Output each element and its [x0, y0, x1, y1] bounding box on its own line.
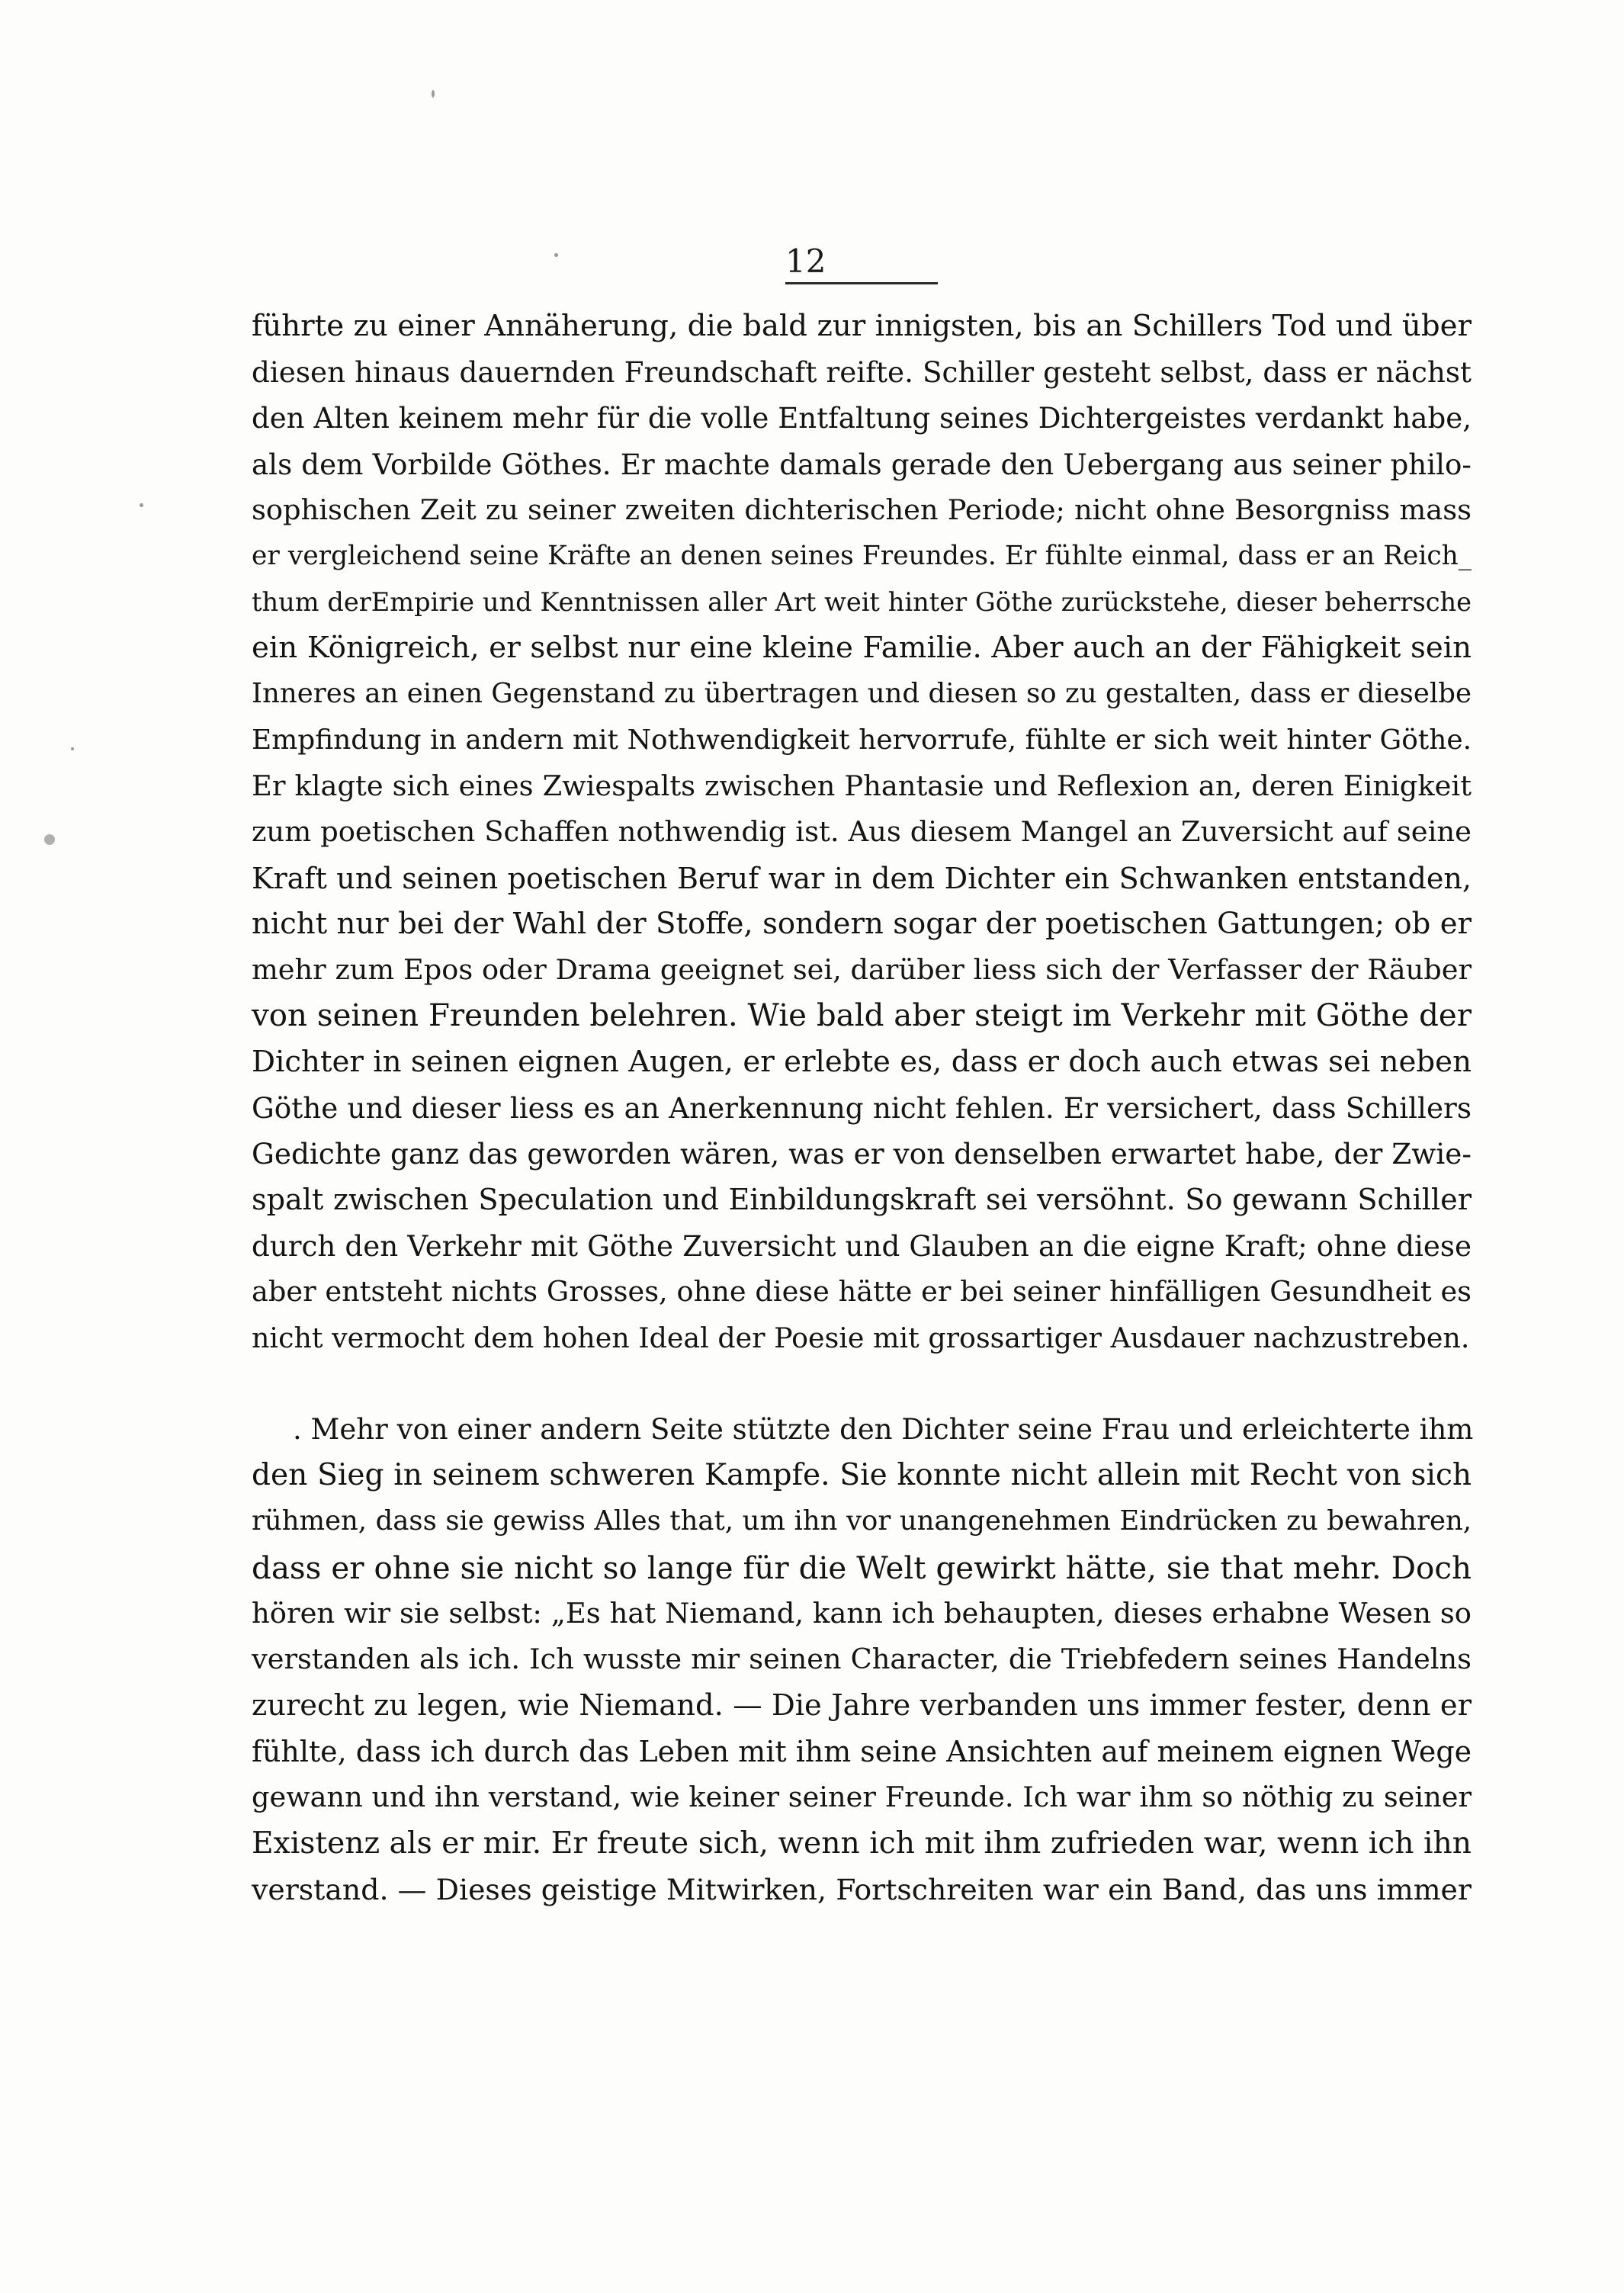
text-line: rühmen, dass sie gewiss Alles that, um ihn vor unangenehmen Eindrücken zu bewahren, [252, 1505, 1472, 1537]
paragraph-2 [252, 1407, 1472, 1912]
text-line: ein Königreich, er selbst nur eine kleine Familie. Aber auch an der Fähigkeit sein [252, 631, 1472, 666]
paragraph-1 [252, 303, 1472, 1361]
speck-mark [44, 834, 55, 845]
text-line: spalt zwischen Speculation und Einbildungskraft sei versöhnt. So gewann Schiller [252, 1183, 1472, 1217]
text-line: nicht nur bei der Wahl der Stoffe, sondern sogar der poetischen Gattungen; ob er [252, 906, 1472, 941]
speck-mark [140, 503, 143, 507]
speck-mark [432, 90, 435, 98]
text-line: zum poetischen Schaffen nothwendig ist. Aus diesem Mangel an Zuversicht auf seine [252, 815, 1472, 849]
speck-mark [71, 747, 74, 750]
page-number-rule [785, 282, 938, 284]
text-line: Empfindung in andern mit Nothwendigkeit hervorrufe, fühlte er sich weit hinter Göthe. [252, 724, 1472, 756]
text-line: nicht vermocht dem hohen Ideal der Poesie mit grossartiger Ausdauer nachzustreben. [252, 1321, 1470, 1354]
text-line: mehr zum Epos oder Drama geeignet sei, darüber liess sich der Verfasser der Räuber [252, 953, 1472, 987]
paragraph-gap [252, 1361, 1472, 1407]
text-line: Dichter in seinen eignen Augen, er erlebte es, dass er doch auch etwas sei neben [252, 1044, 1472, 1079]
text-line: verstanden als ich. Ich wusste mir seinen Character, die Triebfedern seines Handelns [252, 1643, 1472, 1676]
text-line: aber entsteht nichts Grosses, ohne diese hätte er bei seiner hinfälligen Gesundheit es [252, 1275, 1472, 1309]
page-number: 12 [785, 242, 826, 280]
text-line: Göthe und dieser liess es an Anerkennung nicht fehlen. Er versichert, dass Schillers [252, 1091, 1472, 1126]
text-line: von seinen Freunden belehren. Wie bald aber steigt im Verkehr mit Göthe der [252, 997, 1472, 1034]
text-line: Existenz als er mir. Er freute sich, wenn ich mit ihm zufrieden war, wenn ich ihn [252, 1826, 1472, 1861]
text-line: als dem Vorbilde Göthes. Er machte damals gerade den Uebergang aus seiner philo- [252, 447, 1472, 481]
text-line: gewann und ihn verstand, wie keiner seiner Freunde. Ich war ihm so nöthig zu seiner [252, 1781, 1472, 1814]
text-line: . Mehr von einer andern Seite stützte den Dichter seine Frau und erleichterte ihm [293, 1412, 1474, 1446]
text-line: hören wir sie selbst: „Es hat Niemand, kann ich behaupten, dieses erhabne Wesen so [252, 1597, 1472, 1630]
text-line: den Alten keinem mehr für die volle Entfaltung seines Dichtergeistes verdankt habe, [252, 401, 1472, 435]
text-line: den Sieg in seinem schweren Kampfe. Sie konnte nicht allein mit Recht von sich [252, 1458, 1472, 1493]
text-line: dass er ohne sie nicht so lange für die Welt gewirkt hätte, sie that mehr. Doch [252, 1549, 1472, 1586]
text-line: Er klagte sich eines Zwiespalts zwischen Phantasie und Reflexion an, deren Einigkeit [252, 769, 1472, 802]
text-line: Kraft und seinen poetischen Beruf war in dem Dichter ein Schwanken entstanden, [252, 861, 1472, 895]
text-line: diesen hinaus dauernden Freundschaft reifte. Schiller gesteht selbst, dass er nächst [252, 355, 1472, 390]
text-line: er vergleichend seine Kräfte an denen seines Freundes. Er fühlte einmal, dass er an Reich_ [252, 541, 1472, 572]
text-line: thum derEmpirie und Kenntnissen aller Art weit hinter Göthe zurückstehe, dieser beherrsche [252, 586, 1472, 617]
speck-mark [554, 253, 558, 257]
text-line: verstand. — Dieses geistige Mitwirken, Fortschreiten war ein Band, das uns immer [252, 1872, 1472, 1906]
text-line: zurecht zu legen, wie Niemand. — Die Jahre verbanden uns immer fester, denn er [252, 1688, 1472, 1723]
text-line: sophischen Zeit zu seiner zweiten dichterischen Periode; nicht ohne Besorgniss mass [252, 493, 1472, 527]
body-text [252, 303, 1472, 1912]
text-line: führte zu einer Annäherung, die bald zur innigsten, bis an Schillers Tod und über [252, 309, 1472, 343]
text-line: fühlte, dass ich durch das Leben mit ihm seine Ansichten auf meinem eignen Wege [252, 1734, 1472, 1768]
text-line: Gedichte ganz das geworden wären, was er von denselben erwartet habe, der Zwie- [252, 1137, 1472, 1171]
text-line: Inneres an einen Gegenstand zu übertragen und diesen so zu gestalten, dass er dieselbe [252, 678, 1472, 710]
text-line: durch den Verkehr mit Göthe Zuversicht und Glauben an die eigne Kraft; ohne diese [252, 1228, 1472, 1263]
